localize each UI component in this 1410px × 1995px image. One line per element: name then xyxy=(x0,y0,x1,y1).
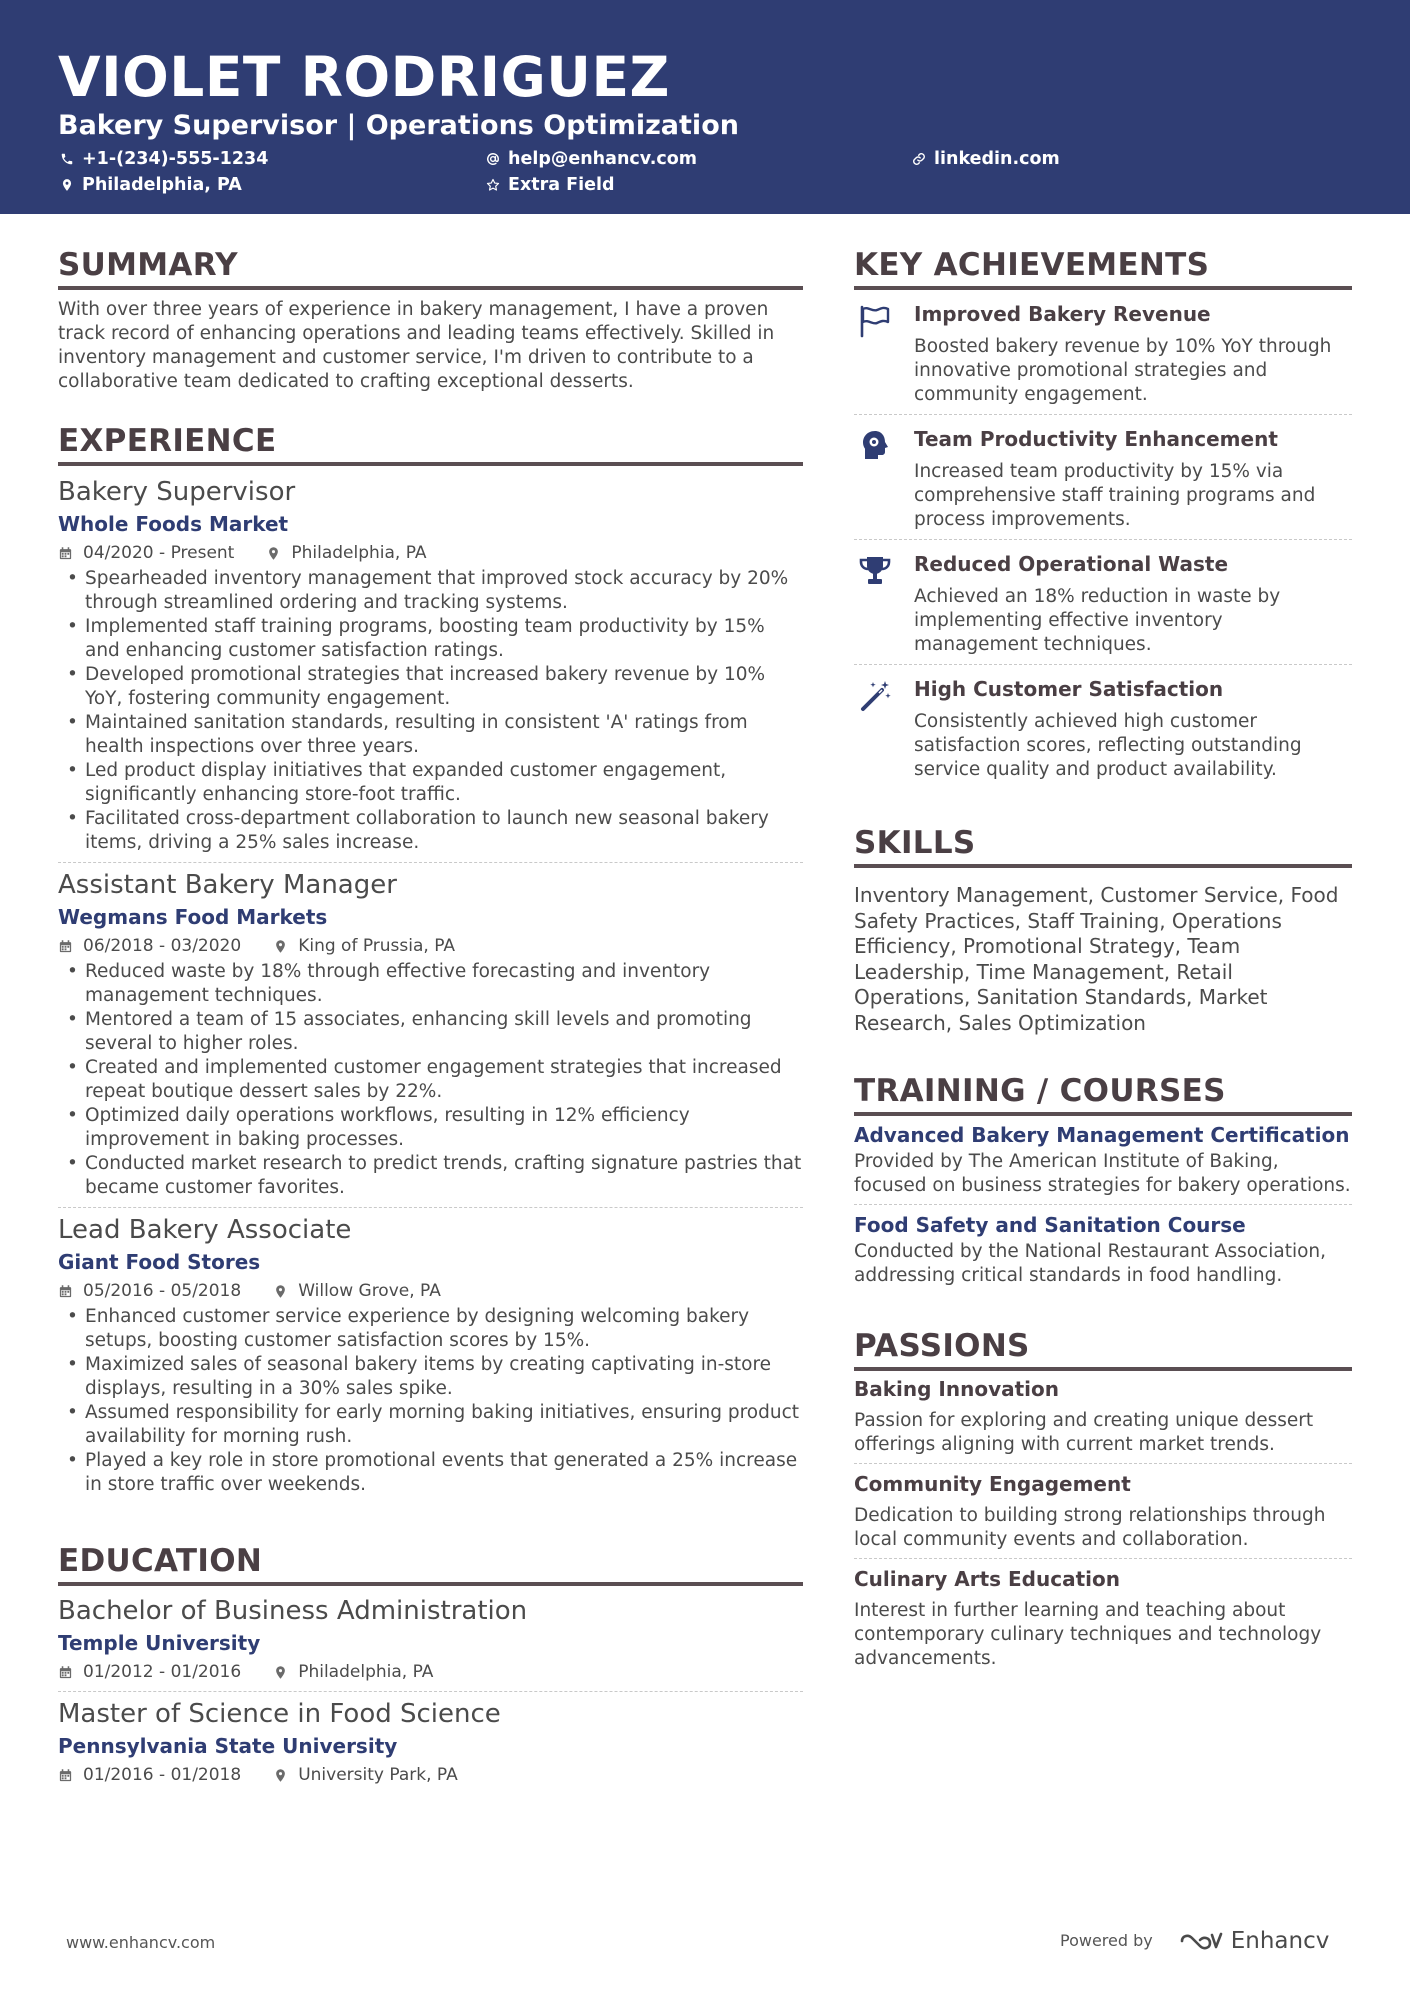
magic-wand-icon xyxy=(858,679,892,713)
education-entry xyxy=(58,1594,803,1684)
job-bullet: • Maximized sales of seasonal bakery items by creating captivating in-store displays, resulting in a 30% sales spike. xyxy=(58,1353,803,1401)
flag-icon xyxy=(858,304,892,338)
enhancv-logo[interactable] xyxy=(1179,1928,1330,1954)
job-entry xyxy=(58,1213,803,1497)
achievement-title: Improved Bakery Revenue xyxy=(914,302,1211,326)
entry-divider xyxy=(58,1691,803,1692)
job-meta xyxy=(58,934,803,958)
passion-title: Baking Innovation xyxy=(854,1377,1059,1401)
footer-branding[interactable] xyxy=(1060,1928,1329,1954)
education-dates: 01/2012 - 01/2016 xyxy=(83,1662,242,1682)
school-name: Temple University xyxy=(58,1631,261,1655)
passion-item xyxy=(854,1565,1352,1671)
star-icon xyxy=(486,178,500,192)
job-company: Giant Food Stores xyxy=(58,1250,261,1274)
job-entry xyxy=(58,475,803,855)
passion-text: Passion for exploring and creating unique dessert offerings aligning with current market trends. xyxy=(854,1410,1314,1455)
calendar-icon xyxy=(58,1768,73,1783)
phone-icon xyxy=(60,152,74,166)
contact-location xyxy=(60,173,242,197)
job-company: Wegmans Food Markets xyxy=(58,905,328,929)
powered-by-label: Powered by xyxy=(1060,1931,1153,1950)
job-bullet: • Maintained sanitation standards, resulting in consistent 'A' ratings from health inspections over three years. xyxy=(58,711,803,759)
experience-section xyxy=(58,422,803,1497)
calendar-icon xyxy=(58,1665,73,1680)
contact-extra xyxy=(486,173,615,197)
section-divider xyxy=(58,1582,803,1586)
job-title: Assistant Bakery Manager xyxy=(58,870,397,900)
course-item xyxy=(854,1121,1352,1198)
entry-divider xyxy=(854,539,1352,540)
candidate-title: Bakery Supervisor | Operations Optimization xyxy=(58,110,739,141)
calendar-icon xyxy=(58,546,73,561)
job-location-text: King of Prussia, PA xyxy=(298,936,456,956)
job-meta xyxy=(58,541,803,565)
job-bullets xyxy=(58,567,803,855)
map-pin-icon xyxy=(266,546,281,561)
degree-title: Master of Science in Food Science xyxy=(58,1699,501,1729)
job-location-text: Willow Grove, PA xyxy=(298,1281,441,1301)
passions-heading: PASSIONS xyxy=(854,1328,1030,1364)
job-location xyxy=(266,541,426,565)
job-bullet: • Enhanced customer service experience by designing welcoming bakery setups, boosting customer satisfaction scores by 15%. xyxy=(58,1305,803,1353)
map-pin-icon xyxy=(273,939,288,954)
summary-section xyxy=(58,246,803,394)
contact-website[interactable] xyxy=(912,147,1060,171)
achievement-item xyxy=(854,425,1352,532)
skills-section xyxy=(854,824,1352,1036)
job-meta xyxy=(58,1279,803,1303)
skills-heading: SKILLS xyxy=(854,825,976,861)
section-divider xyxy=(854,864,1352,868)
achievement-title: Team Productivity Enhancement xyxy=(914,427,1278,451)
job-dates: 05/2016 - 05/2018 xyxy=(83,1281,242,1301)
job-bullet: • Mentored a team of 15 associates, enhancing skill levels and promoting several to higher roles. xyxy=(58,1008,803,1056)
training-section xyxy=(854,1072,1352,1288)
skills-list: Inventory Management, Customer Service, Food Safety Practices, Staff Training, Operations Efficiency, Promotional Strategy, Team Leadership, Time Management, Retail Operations, Sanitation Standards, Market Research, Sales Optimization xyxy=(854,883,1339,1035)
contact-extra-text: Extra Field xyxy=(508,175,615,195)
contact-email[interactable] xyxy=(486,147,697,171)
education-heading: EDUCATION xyxy=(58,1543,263,1579)
job-bullet: • Facilitated cross-department collaboration to launch new seasonal bakery items, driving a 25% sales increase. xyxy=(58,807,803,855)
trophy-icon xyxy=(858,554,892,588)
job-bullet: • Led product display initiatives that expanded customer engagement, significantly enhancing store-foot traffic. xyxy=(58,759,803,807)
passion-title: Community Engagement xyxy=(854,1472,1131,1496)
job-bullet: • Implemented staff training programs, boosting team productivity by 15% and enhancing customer satisfaction ratings. xyxy=(58,615,803,663)
entry-divider xyxy=(854,1463,1352,1464)
school-name: Pennsylvania State University xyxy=(58,1734,398,1758)
job-location-text: Philadelphia, PA xyxy=(291,543,427,563)
brand-name: Enhancv xyxy=(1230,1928,1330,1954)
education-meta xyxy=(58,1660,803,1684)
contact-email-text: help@enhancv.com xyxy=(508,149,698,169)
passion-title: Culinary Arts Education xyxy=(854,1567,1120,1591)
course-text: Conducted by the National Restaurant Association, addressing critical standards in food handling. xyxy=(854,1241,1327,1286)
job-title: Bakery Supervisor xyxy=(58,477,296,507)
entry-divider xyxy=(854,1204,1352,1205)
map-pin-icon xyxy=(273,1284,288,1299)
achievements-section xyxy=(854,246,1352,782)
achievement-text: Achieved an 18% reduction in waste by implementing effective inventory management techniques. xyxy=(914,586,1281,655)
achievement-text: Consistently achieved high customer satisfaction scores, reflecting outstanding service quality and product availability. xyxy=(914,711,1302,780)
job-bullet: • Created and implemented customer engagement strategies that increased repeat boutique dessert sales by 22%. xyxy=(58,1056,803,1104)
achievement-title: High Customer Satisfaction xyxy=(914,677,1224,701)
course-item xyxy=(854,1211,1352,1288)
job-bullets xyxy=(58,1305,803,1497)
education-entry xyxy=(58,1697,803,1787)
candidate-name: VIOLET RODRIGUEZ xyxy=(58,45,670,109)
achievement-item xyxy=(854,550,1352,657)
enhancv-logo-icon xyxy=(1179,1930,1223,1952)
achievement-text: Increased team productivity by 15% via comprehensive staff training programs and process improvements. xyxy=(914,461,1316,530)
job-dates: 04/2020 - Present xyxy=(83,543,235,563)
map-pin-icon xyxy=(60,178,74,192)
resume-header xyxy=(0,0,1410,214)
entry-divider xyxy=(58,862,803,863)
achievements-heading: KEY ACHIEVEMENTS xyxy=(854,247,1210,283)
map-pin-icon xyxy=(273,1665,288,1680)
job-location xyxy=(273,1279,441,1303)
calendar-icon xyxy=(58,1284,73,1299)
education-location xyxy=(273,1763,458,1787)
job-bullet: • Optimized daily operations workflows, resulting in 12% efficiency improvement in baking processes. xyxy=(58,1104,803,1152)
passion-item xyxy=(854,1470,1352,1552)
entry-divider xyxy=(854,664,1352,665)
contact-location-text: Philadelphia, PA xyxy=(82,175,242,195)
section-divider xyxy=(854,1112,1352,1116)
map-pin-icon xyxy=(273,1768,288,1783)
section-divider xyxy=(854,1367,1352,1371)
education-location-text: University Park, PA xyxy=(298,1765,458,1785)
course-title: Food Safety and Sanitation Course xyxy=(854,1213,1246,1237)
head-icon xyxy=(858,429,892,463)
summary-heading: SUMMARY xyxy=(58,247,238,283)
course-title: Advanced Bakery Management Certification xyxy=(854,1123,1350,1147)
job-bullet: • Reduced waste by 18% through effective forecasting and inventory management techniques. xyxy=(58,960,803,1008)
link-icon xyxy=(912,152,926,166)
job-bullet: • Spearheaded inventory management that improved stock accuracy by 20% through streamlined ordering and tracking systems. xyxy=(58,567,803,615)
job-bullet: • Assumed responsibility for early morning baking initiatives, ensuring product availability for morning rush. xyxy=(58,1401,803,1449)
contact-phone-text: +1-(234)-555-1234 xyxy=(82,149,269,169)
education-meta xyxy=(58,1763,803,1787)
job-title: Lead Bakery Associate xyxy=(58,1215,352,1245)
degree-title: Bachelor of Business Administration xyxy=(58,1596,528,1626)
experience-heading: EXPERIENCE xyxy=(58,423,277,459)
entry-divider xyxy=(854,1558,1352,1559)
job-bullet: • Played a key role in store promotional events that generated a 25% increase in store traffic over weekends. xyxy=(58,1449,803,1497)
job-entry xyxy=(58,868,803,1200)
job-bullets xyxy=(58,960,803,1200)
achievement-text: Boosted bakery revenue by 10% YoY through innovative promotional strategies and community engagement. xyxy=(914,336,1332,405)
summary-text: With over three years of experience in bakery management, I have a proven track record of enhancing operations and leading teams effectively. Skilled in inventory management and customer service, I'm driven to contribute to a collaborative team dedicated to crafting exceptional desserts. xyxy=(58,299,775,392)
education-location xyxy=(273,1660,433,1684)
passion-text: Interest in further learning and teaching about contemporary culinary techniques and technology advancements. xyxy=(854,1600,1322,1669)
contact-phone[interactable] xyxy=(60,147,268,171)
job-location xyxy=(273,934,455,958)
achievement-title: Reduced Operational Waste xyxy=(914,552,1229,576)
at-sign-icon xyxy=(486,152,500,166)
passions-section xyxy=(854,1327,1352,1671)
section-divider xyxy=(58,462,803,466)
entry-divider xyxy=(854,414,1352,415)
job-bullet: • Conducted market research to predict trends, crafting signature pastries that became customer favorites. xyxy=(58,1152,803,1200)
education-section xyxy=(58,1542,803,1787)
passion-item xyxy=(854,1375,1352,1457)
passion-text: Dedication to building strong relationships through local community events and collaboration. xyxy=(854,1505,1326,1550)
section-divider xyxy=(58,286,803,290)
contact-website-text: linkedin.com xyxy=(934,149,1060,169)
job-company: Whole Foods Market xyxy=(58,512,289,536)
job-bullet: • Developed promotional strategies that increased bakery revenue by 10% YoY, fostering community engagement. xyxy=(58,663,803,711)
entry-divider xyxy=(58,1207,803,1208)
achievement-item xyxy=(854,675,1352,782)
job-dates: 06/2018 - 03/2020 xyxy=(83,936,242,956)
education-dates: 01/2016 - 01/2018 xyxy=(83,1765,242,1785)
education-location-text: Philadelphia, PA xyxy=(298,1662,434,1682)
calendar-icon xyxy=(58,939,73,954)
course-text: Provided by The American Institute of Baking, focused on business strategies for bakery operations. xyxy=(854,1151,1351,1196)
training-heading: TRAINING / COURSES xyxy=(854,1073,1226,1109)
achievement-item xyxy=(854,300,1352,407)
section-divider xyxy=(854,286,1352,290)
footer-website[interactable]: www.enhancv.com xyxy=(66,1933,216,1952)
